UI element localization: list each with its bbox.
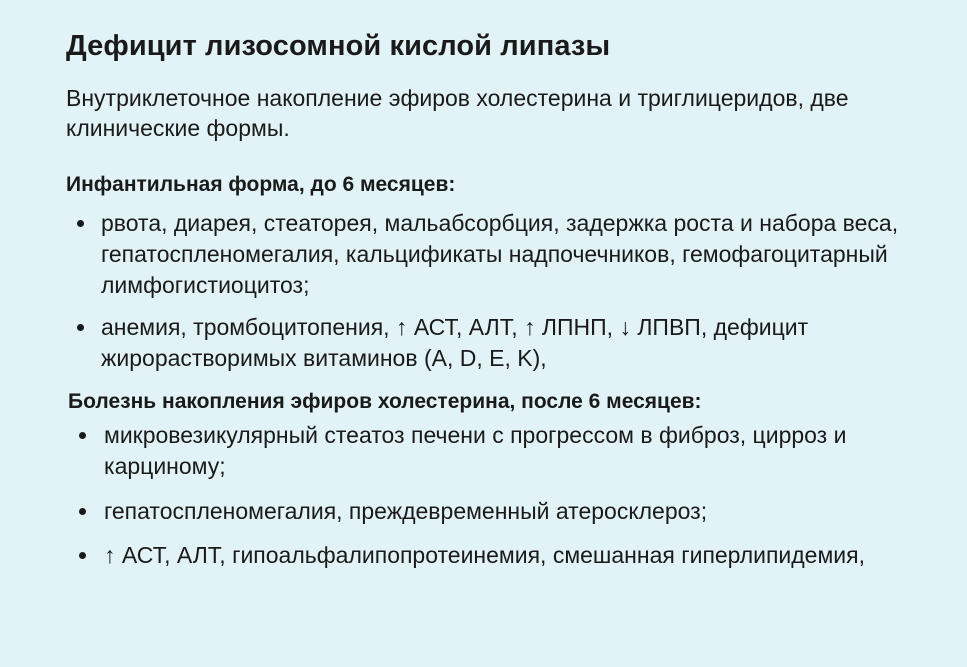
- section-cholesteryl-ester-storage: [68, 388, 928, 571]
- intro-text: Внутриклеточное накопление эфиров холестерина и триглицеридов, две клинические формы.: [66, 85, 849, 141]
- bullet-icon: [79, 552, 86, 559]
- bullet-icon: [79, 432, 86, 439]
- list-item: [68, 496, 928, 527]
- list-item-text: гепатоспленомегалия, преждевременный атеросклероз;: [104, 498, 708, 524]
- bullet-icon: [79, 508, 86, 515]
- bullet-icon: [77, 220, 84, 227]
- section-heading: Болезнь накопления эфиров холестерина, после 6 месяцев:: [68, 390, 702, 413]
- list-item: [68, 420, 928, 482]
- bullet-list: [68, 420, 928, 571]
- section-infantile: [66, 171, 926, 374]
- page-title: Дефицит лизосомной кислой липазы: [66, 30, 611, 62]
- list-item-text: ↑ АСТ, АЛТ, гипоальфалипопротеинемия, смешанная гиперлипидемия,: [104, 542, 865, 568]
- list-item: [68, 540, 928, 571]
- bullet-icon: [77, 324, 84, 331]
- list-item-text: микровезикулярный стеатоз печени с прогрессом в фиброз, цирроз и карциному;: [104, 422, 847, 479]
- list-item: [66, 312, 926, 374]
- list-item-text: рвота, диарея, стеаторея, мальабсорбция, задержка роста и набора веса, гепатоспленомегалия, кальцификаты надпочечников, гемофагоцитарный лимфогистиоцитоз;: [101, 210, 899, 298]
- bullet-list: [66, 208, 926, 374]
- section-heading: Инфантильная форма, до 6 месяцев:: [66, 173, 456, 196]
- list-item: [66, 208, 926, 301]
- list-item-text: анемия, тромбоцитопения, ↑ АСТ, АЛТ, ↑ ЛПНП, ↓ ЛПВП, дефицит жирорастворимых витаминов (A, D, E, K),: [101, 314, 809, 371]
